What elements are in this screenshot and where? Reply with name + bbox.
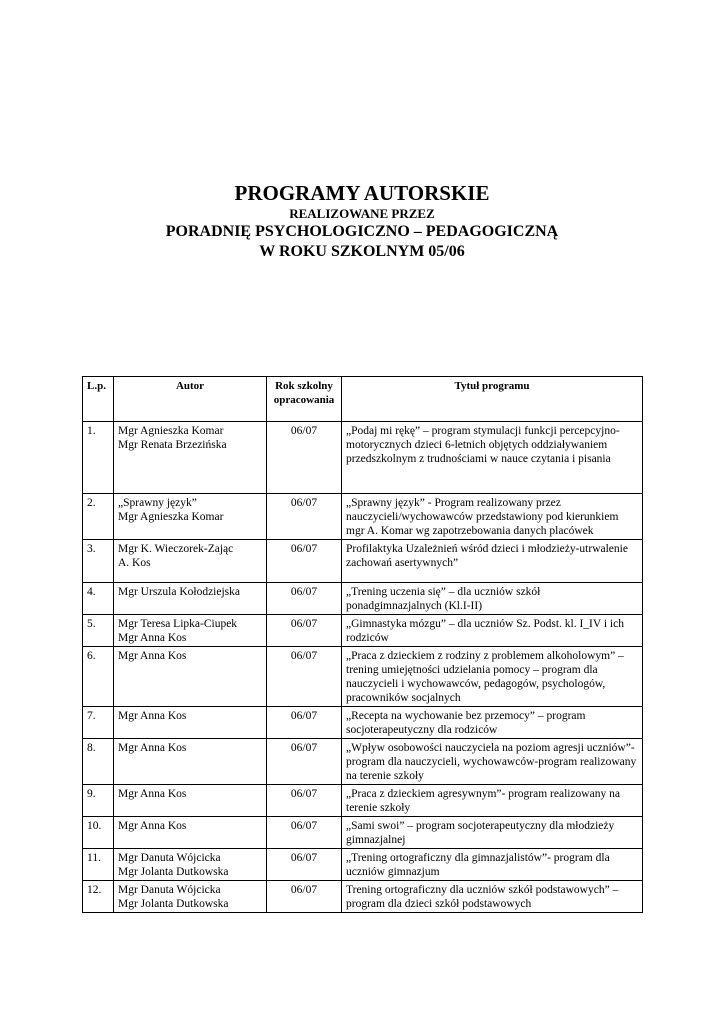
row-title: „Wpływ osobowości nauczyciela na poziom agresji uczniów”- program dla nauczycieli, wychowawców-program realizowany na terenie szkoły [342, 739, 643, 785]
row-author [114, 540, 267, 583]
row-number: 10. [83, 817, 114, 849]
row-number: 11. [83, 849, 114, 881]
row-number: 6. [83, 647, 114, 707]
row-year: 06/07 [267, 849, 342, 881]
table-row [83, 540, 643, 583]
subtitle-line-2: REALIZOWANE PRZEZ [289, 206, 435, 221]
row-author [114, 422, 267, 494]
table-row [83, 494, 643, 540]
column-header-author: Autor [114, 377, 267, 422]
row-year: 06/07 [267, 540, 342, 583]
row-title: Trening ortograficzny dla uczniów szkół podstawowych” – program dla dzieci szkół podstawowych [342, 881, 643, 913]
row-number: 2. [83, 494, 114, 540]
author-line-2: Mgr Anna Kos [118, 632, 187, 644]
row-year: 06/07 [267, 707, 342, 739]
author-line-1: Mgr Anna Kos [118, 710, 187, 722]
row-title: „Sprawny język” - Program realizowany przez nauczycieli/wychowawców przedstawiony pod kierunkiem mgr A. Komar wg zapotrzebowania danych placówek [342, 494, 643, 540]
author-line-2: Mgr Agnieszka Komar [118, 511, 224, 523]
row-title: „Praca z dzieckiem agresywnym”- program realizowany na terenie szkoły [342, 785, 643, 817]
row-author [114, 817, 267, 849]
author-line-1: Mgr Danuta Wójcicka [118, 884, 221, 896]
author-line-2: Mgr Renata Brzezińska [118, 439, 227, 451]
row-number: 5. [83, 615, 114, 647]
row-author [114, 583, 267, 615]
subtitle-line-3: PORADNIĘ PSYCHOLOGICZNO – PEDAGOGICZNĄ [165, 223, 559, 240]
page-title: PROGRAMY AUTORSKIE [234, 181, 490, 205]
subtitle-line-4: W ROKU SZKOLNYM 05/06 [259, 243, 465, 260]
row-author [114, 785, 267, 817]
row-number: 3. [83, 540, 114, 583]
row-number: 7. [83, 707, 114, 739]
author-line-1: „Sprawny język” [118, 497, 197, 509]
author-line-1: Mgr Danuta Wójcicka [118, 852, 221, 864]
row-title: „Podaj mi rękę” – program stymulacji funkcji percepcyjno-motorycznych dzieci 6-letnich objętych oddziaływaniem przedszkolnym z trudnościami w nauce czytania i pisania [342, 422, 643, 494]
row-year: 06/07 [267, 494, 342, 540]
row-title: „Sami swoi” – program socjoterapeutyczny dla młodzieży gimnazjalnej [342, 817, 643, 849]
table-row [83, 422, 643, 494]
row-year: 06/07 [267, 615, 342, 647]
programs-table [82, 376, 643, 913]
row-number: 1. [83, 422, 114, 494]
table-header-row [83, 377, 643, 422]
row-author [114, 881, 267, 913]
row-number: 8. [83, 739, 114, 785]
row-author [114, 615, 267, 647]
row-year: 06/07 [267, 647, 342, 707]
column-header-year-line2: opracowania [273, 394, 335, 406]
row-year: 06/07 [267, 583, 342, 615]
row-number: 12. [83, 881, 114, 913]
row-year: 06/07 [267, 785, 342, 817]
table-row [83, 707, 643, 739]
document-header [0, 181, 724, 262]
row-number: 4. [83, 583, 114, 615]
row-title: „Gimnastyka mózgu” – dla uczniów Sz. Podst. kl. I_IV i ich rodziców [342, 615, 643, 647]
author-line-1: Mgr Anna Kos [118, 742, 187, 754]
row-year: 06/07 [267, 422, 342, 494]
table-row [83, 583, 643, 615]
row-title: „Trening uczenia się” – dla uczniów szkół ponadgimnazjalnych (Kl.I-II) [342, 583, 643, 615]
row-number: 9. [83, 785, 114, 817]
author-line-1: Mgr Urszula Kołodziejska [118, 586, 240, 598]
column-header-year [267, 377, 342, 422]
table-row [83, 739, 643, 785]
author-line-1: Mgr Anna Kos [118, 820, 187, 832]
author-line-1: Mgr Anna Kos [118, 788, 187, 800]
row-year: 06/07 [267, 817, 342, 849]
table-row [83, 615, 643, 647]
row-author [114, 707, 267, 739]
author-line-1: Mgr Teresa Lipka-Ciupek [118, 618, 238, 630]
author-line-2: Mgr Jolanta Dutkowska [118, 898, 229, 910]
row-author [114, 849, 267, 881]
row-author [114, 647, 267, 707]
column-header-year-line1: Rok szkolny [275, 380, 333, 392]
column-header-lp: L.p. [83, 377, 114, 422]
table-row [83, 785, 643, 817]
row-year: 06/07 [267, 739, 342, 785]
row-title: Profilaktyka Uzależnień wśród dzieci i młodzieży-utrwalenie zachowań asertywnych” [342, 540, 643, 583]
author-line-1: Mgr Agnieszka Komar [118, 425, 224, 437]
row-author [114, 494, 267, 540]
row-title: „Praca z dzieckiem z rodziny z problemem alkoholowym” – trening umiejętności udzielania pomocy – program dla nauczycieli i wychowawców, pedagogów, psychologów, pracowników socjalnych [342, 647, 643, 707]
author-line-1: Mgr K. Wieczorek-Zając [118, 543, 234, 555]
column-header-title: Tytuł programu [342, 377, 643, 422]
table-row [83, 849, 643, 881]
table-row [83, 817, 643, 849]
author-line-1: Mgr Anna Kos [118, 650, 187, 662]
row-author [114, 739, 267, 785]
author-line-2: A. Kos [118, 557, 151, 569]
table-row [83, 881, 643, 913]
row-title: „Trening ortograficzny dla gimnazjalistów”- program dla uczniów gimnazjum [342, 849, 643, 881]
row-year: 06/07 [267, 881, 342, 913]
row-title: „Recepta na wychowanie bez przemocy” – program socjoterapeutyczny dla rodziców [342, 707, 643, 739]
author-line-2: Mgr Jolanta Dutkowska [118, 866, 229, 878]
table-row [83, 647, 643, 707]
